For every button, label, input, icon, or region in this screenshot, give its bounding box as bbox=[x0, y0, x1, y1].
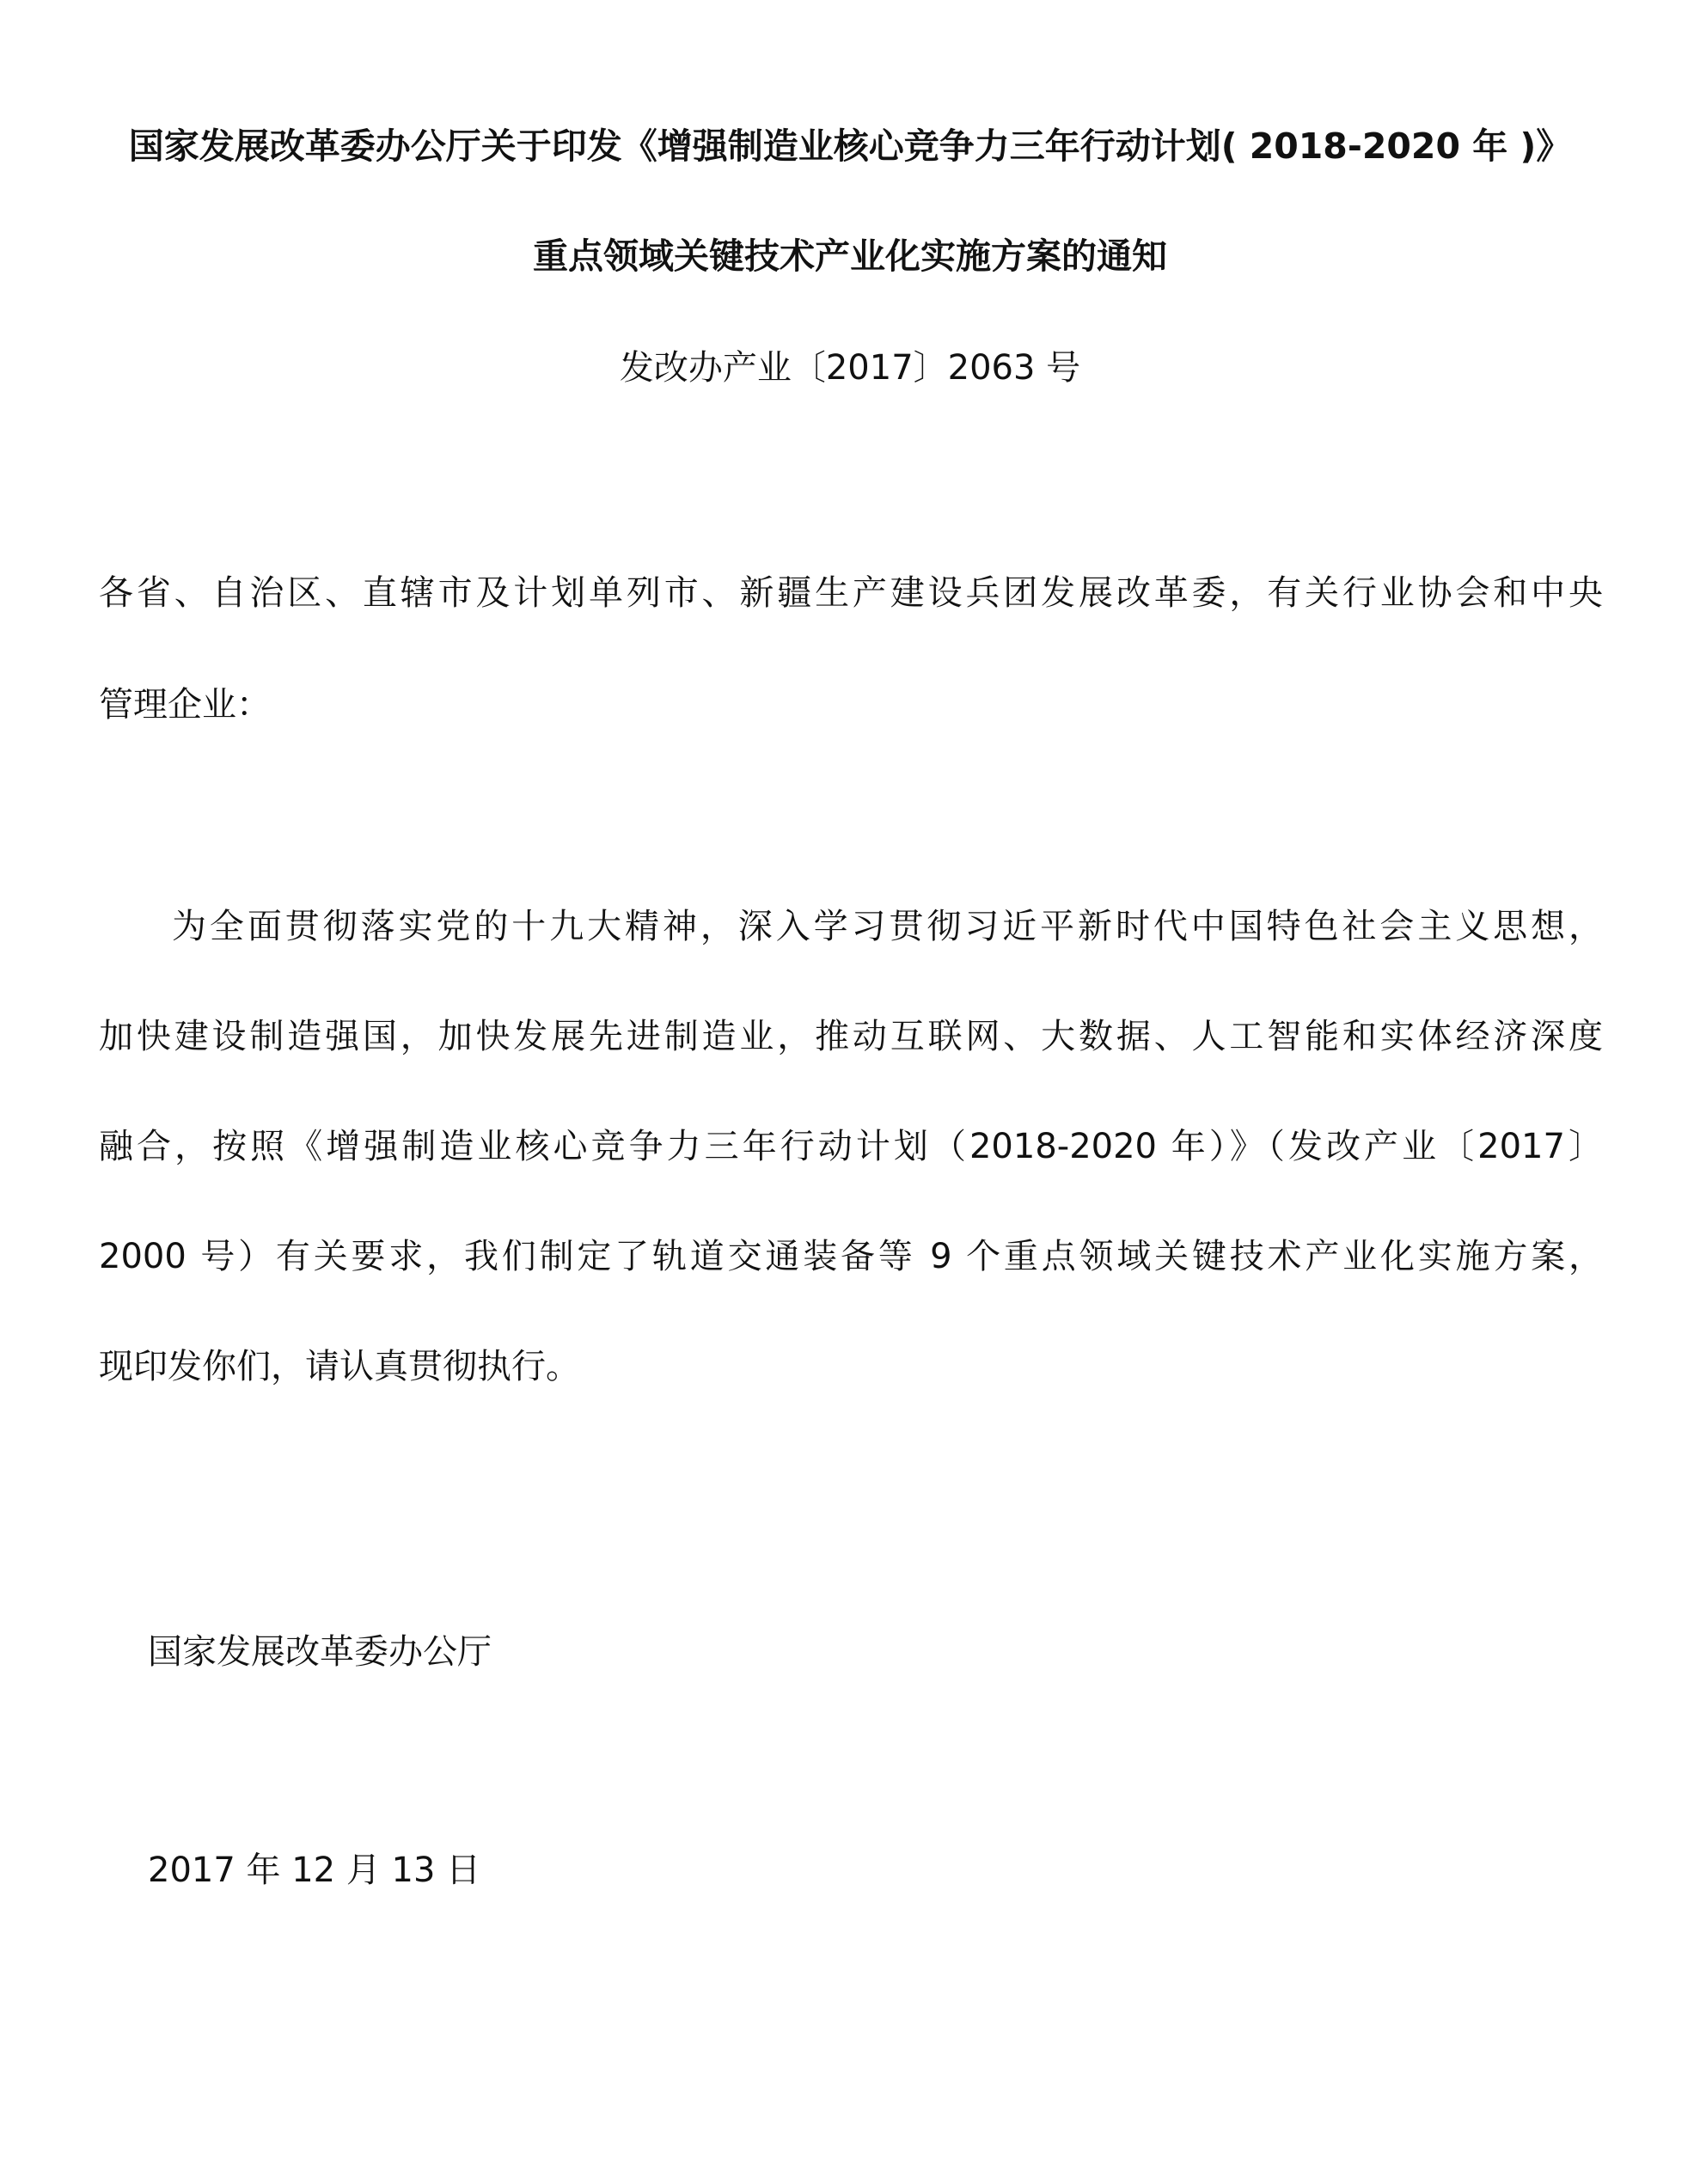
issuer-signature: 国家发展改革委办公厅 bbox=[148, 1632, 492, 1672]
body-paragraph-line-2: 加快建设制造强国，加快发展先进制造业，推动互联网、大数据、人工智能和实体经济深度 bbox=[99, 1017, 1603, 1056]
addressee-line-2: 管理企业： bbox=[99, 685, 271, 725]
body-paragraph-line-1: 为全面贯彻落实党的十九大精神，深入学习贯彻习近平新时代中国特色社会主义思想， bbox=[172, 907, 1603, 946]
document-number: 发改办产业〔2017〕2063 号 bbox=[619, 348, 1081, 388]
body-paragraph-line-5: 现印发你们，请认真贯彻执行。 bbox=[99, 1347, 580, 1386]
addressee-line-1: 各省、自治区、直辖市及计划单列市、新疆生产建设兵团发展改革委，有关行业协会和中央 bbox=[99, 573, 1603, 613]
body-paragraph-line-4: 2000 号）有关要求，我们制定了轨道交通装备等 9 个重点领域关键技术产业化实施方案， bbox=[99, 1237, 1603, 1276]
body-paragraph-line-3: 融合，按照《增强制造业核心竞争力三年行动计划（2018-2020 年）》（发改产业〔2017〕 bbox=[99, 1127, 1603, 1166]
issue-date: 2017 年 12 月 13 日 bbox=[148, 1851, 481, 1890]
document-title-line-1: 国家发展改革委办公厅关于印发《增强制造业核心竞争力三年行动计划( 2018-2020 年 )》 bbox=[128, 125, 1572, 167]
document-title-line-2: 重点领域关键技术产业化实施方案的通知 bbox=[533, 236, 1167, 277]
